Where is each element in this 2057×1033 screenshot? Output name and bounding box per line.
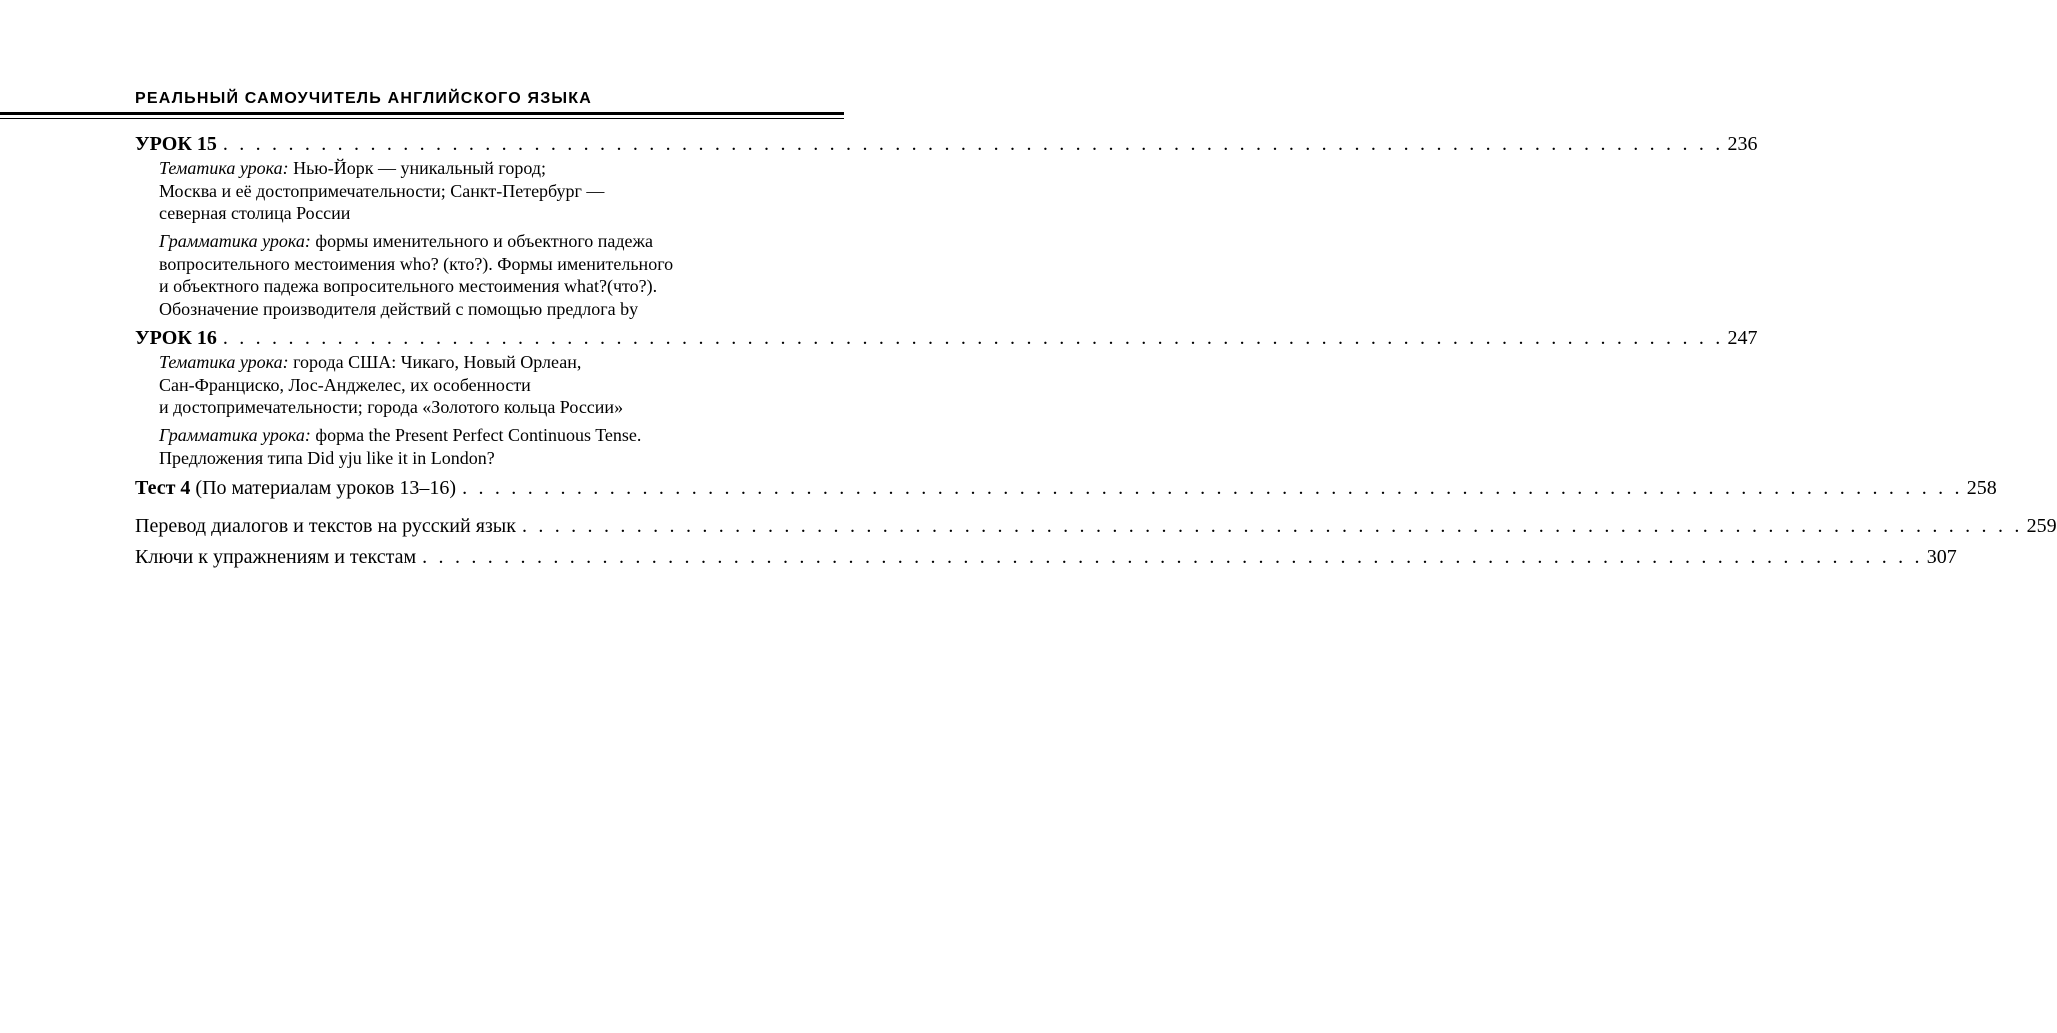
- toc-entry-lesson-16[interactable]: [135, 326, 1758, 350]
- lesson-15-topic: [159, 157, 749, 225]
- grammar-line: Обозначение производителя действий с помощью предлога by: [159, 298, 639, 319]
- header-rule-thin: [0, 118, 844, 119]
- lesson-16-topic: [159, 351, 749, 419]
- topic-line: и достопримечательности; города «Золотого кольца России»: [159, 397, 624, 417]
- grammar-line: и объектного падежа вопросительного местоимения what?(что?).: [159, 276, 658, 296]
- lesson-16-page: 247: [1727, 327, 1758, 349]
- grammar-line: Предложения типа Did yju like it in London?: [159, 447, 495, 468]
- lesson-15-page: 236: [1727, 133, 1758, 155]
- topic-label: Тематика урока:: [159, 158, 289, 178]
- test-4-page: 258: [1966, 477, 1997, 499]
- toc-entry-lesson-15[interactable]: [135, 132, 1758, 156]
- keys-title: Ключи к упражнениям и текстам: [135, 546, 417, 568]
- lesson-15-grammar: [159, 230, 749, 320]
- lesson-16-grammar: [159, 424, 749, 469]
- toc-entry-translations[interactable]: [135, 514, 2057, 538]
- translations-page: 259: [2026, 515, 2057, 537]
- dot-leader: . . . . . . . . . . . . . . . . . . . . . . . . . . . . . . . . . . . . . . . . . . . . . . . . . . . . . . . . . . . . . . . . . . . . . . . . . . . . . . . . . . . . . . . . . . . .: [222, 327, 1724, 349]
- topic-line: Сан-Франциско, Лос-Анджелес, их особенности: [159, 374, 531, 395]
- translations-title: Перевод диалогов и текстов на русский язык: [135, 515, 516, 537]
- dot-leader: . . . . . . . . . . . . . . . . . . . . . . . . . . . . . . . . . . . . . . . . . . . . . . . . . . . . . . . . . . . . . . . . . . . . . . . . . . . . . . . . . . . . . . . . . . . .: [422, 546, 1923, 568]
- dot-leader: . . . . . . . . . . . . . . . . . . . . . . . . . . . . . . . . . . . . . . . . . . . . . . . . . . . . . . . . . . . . . . . . . . . . . . . . . . . . . . . . . . . . . . . . . . . .: [222, 133, 1724, 155]
- running-head: РЕАЛЬНЫЙ САМОУЧИТЕЛЬ АНГЛИЙСКОГО ЯЗЫКА: [135, 90, 593, 107]
- topic-line: северная столица России: [159, 203, 351, 223]
- grammar-label: Грамматика урока:: [159, 425, 311, 445]
- topic-line: Москва и её достопримечательности; Санкт-Петербург —: [159, 180, 605, 201]
- grammar-line: формы именительного и объектного падежа: [315, 231, 653, 251]
- dot-leader: . . . . . . . . . . . . . . . . . . . . . . . . . . . . . . . . . . . . . . . . . . . . . . . . . . . . . . . . . . . . . . . . . . . . . . . . . . . . . . . . . . . . . . . . . . . .: [462, 477, 1963, 499]
- grammar-label: Грамматика урока:: [159, 231, 311, 251]
- topic-line: Нью-Йорк — уникальный город;: [293, 158, 546, 178]
- dot-leader: . . . . . . . . . . . . . . . . . . . . . . . . . . . . . . . . . . . . . . . . . . . . . . . . . . . . . . . . . . . . . . . . . . . . . . . . . . . . . . . . . . . . . . . . . . . .: [521, 515, 2023, 537]
- grammar-line: вопросительного местоимения who? (кто?). Формы именительного: [159, 253, 674, 274]
- toc-entry-keys[interactable]: [135, 545, 1957, 569]
- lesson-15-title: УРОК 15: [135, 133, 217, 155]
- toc-entry-test-4[interactable]: [135, 476, 1997, 500]
- test-4-title: Тест 4: [135, 477, 191, 499]
- test-4-subtitle: (По материалам уроков 13–16): [195, 477, 457, 499]
- topic-label: Тематика урока:: [159, 352, 289, 372]
- grammar-line: форма the Present Perfect Continuous Tense.: [315, 425, 642, 445]
- header-rule-thick: [0, 112, 844, 115]
- lesson-16-title: УРОК 16: [135, 327, 217, 349]
- topic-line: города США: Чикаго, Новый Орлеан,: [293, 352, 582, 372]
- keys-page: 307: [1926, 546, 1957, 568]
